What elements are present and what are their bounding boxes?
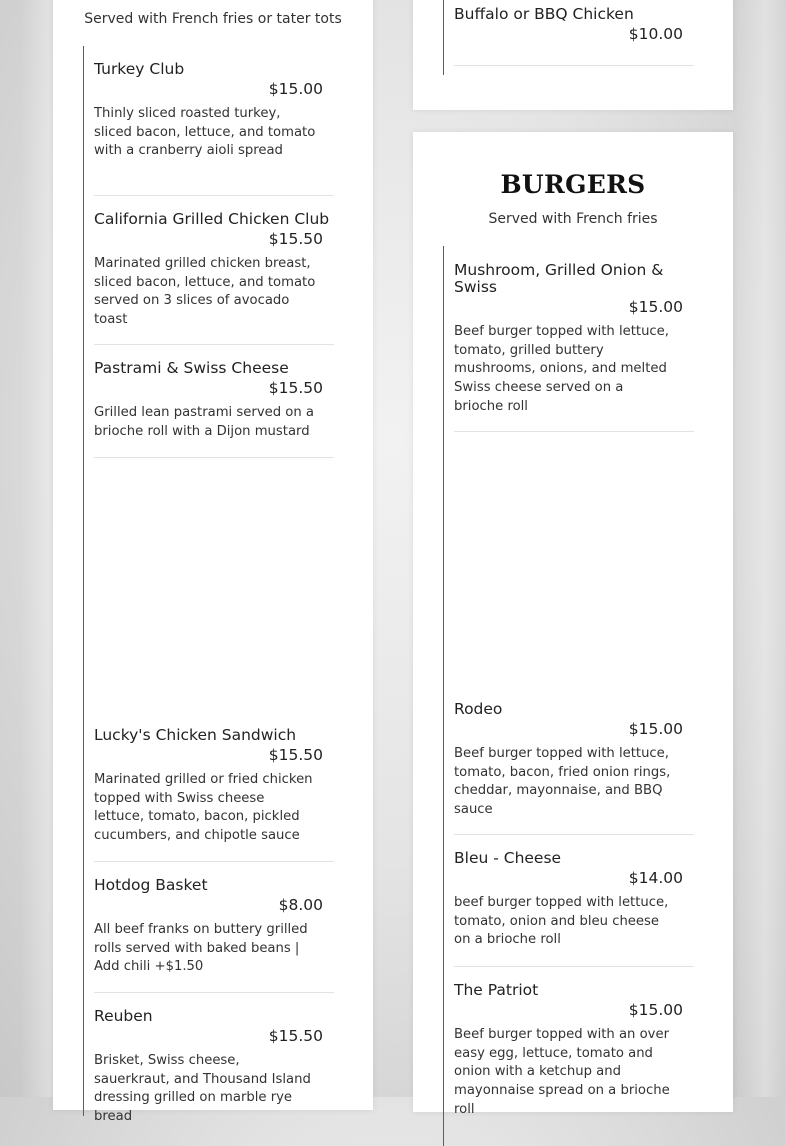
item-description: beef burger topped with lettuce, tomato, onion and bleu cheese on a brioche roll: [454, 895, 669, 948]
section-title: BURGERS: [500, 170, 646, 199]
item-description: Marinated grilled chicken breast, sliced bacon, lettuce, and tomato served on 3 slices of avocado toast: [94, 256, 316, 328]
item-divider: [94, 992, 334, 993]
item-price: $15.00: [628, 1001, 683, 1019]
item-name: Rodeo: [454, 700, 503, 718]
chicken-card: [413, 0, 733, 110]
item-divider: [94, 457, 334, 458]
item-description: Brisket, Swiss cheese, sauerkraut, and Thousand Island dressing grilled on marble rye bread: [94, 1053, 311, 1125]
item-divider: [454, 431, 694, 432]
item-name: Pastrami & Swiss Cheese: [94, 359, 289, 377]
item-divider: [454, 966, 694, 967]
item-description: All beef franks on buttery grilled rolls served with baked beans | Add chili +$1.50: [94, 922, 308, 975]
item-price: $14.00: [628, 869, 683, 887]
item-name: Reuben: [94, 1007, 153, 1025]
item-divider: [94, 195, 334, 196]
item-price: $15.50: [268, 230, 323, 248]
accent-line: [443, 246, 444, 1146]
menu-item[interactable]: [454, 262, 694, 417]
item-description: Beef burger topped with lettuce, tomato, bacon, fried onion rings, cheddar, mayonnaise, and BBQ sauce: [454, 746, 671, 818]
burgers-card: [413, 132, 733, 1117]
item-price: $15.00: [628, 298, 683, 316]
section-subtitle: Served with French fries: [488, 211, 658, 227]
menu-item[interactable]: [94, 211, 334, 330]
menu-item[interactable]: [454, 701, 694, 820]
item-description: Grilled lean pastrami served on a brioche roll with a Dijon mustard: [94, 405, 315, 439]
item-price: $10.00: [628, 25, 683, 43]
menu-item[interactable]: [94, 61, 334, 161]
item-description: Beef burger topped with lettuce, tomato, grilled buttery mushrooms, onions, and melted Swiss cheese served on a brioche roll: [454, 324, 669, 414]
item-name: Hotdog Basket: [94, 876, 208, 894]
menu-item[interactable]: [454, 982, 694, 1120]
menu-item[interactable]: [454, 850, 694, 950]
menu-item[interactable]: [94, 727, 334, 846]
sandwiches-card: [53, 0, 373, 1125]
item-name: Turkey Club: [94, 60, 185, 78]
item-name: The Patriot: [454, 981, 539, 999]
menu-item[interactable]: [94, 360, 334, 441]
item-divider: [454, 65, 694, 66]
item-divider: [454, 834, 694, 835]
item-description: Marinated grilled or fried chicken topped with Swiss cheese lettuce, tomato, bacon, pickled cucumbers, and chipotle sauce: [94, 772, 313, 844]
item-description: Thinly sliced roasted turkey, sliced bacon, lettuce, and tomato with a cranberry aioli spread: [94, 106, 316, 159]
item-name: Lucky's Chicken Sandwich: [94, 726, 297, 744]
item-price: $15.00: [268, 80, 323, 98]
item-name: Bleu - Cheese: [454, 849, 562, 867]
item-price: $8.00: [278, 896, 323, 914]
accent-line: [83, 46, 84, 1116]
item-price: $15.50: [268, 746, 323, 764]
menu-item[interactable]: [94, 877, 334, 977]
item-name: California Grilled Chicken Club: [94, 210, 330, 228]
section-subtitle: Served with French fries or tater tots: [84, 11, 342, 27]
item-name: Buffalo or BBQ Chicken: [454, 5, 634, 23]
accent-line: [443, 0, 444, 75]
item-divider: [94, 344, 334, 345]
background-streak: [735, 0, 785, 1097]
item-name: Mushroom, Grilled Onion & Swiss: [454, 261, 664, 296]
item-price: $15.50: [268, 379, 323, 397]
item-price: $15.00: [628, 720, 683, 738]
item-price: $15.50: [268, 1027, 323, 1045]
menu-item[interactable]: [94, 1008, 334, 1127]
menu-item[interactable]: [454, 6, 694, 43]
item-description: Beef burger topped with an over easy egg, lettuce, tomato and onion with a ketchup and mayonnaise spread on a brioche roll: [454, 1027, 670, 1117]
item-divider: [94, 861, 334, 862]
